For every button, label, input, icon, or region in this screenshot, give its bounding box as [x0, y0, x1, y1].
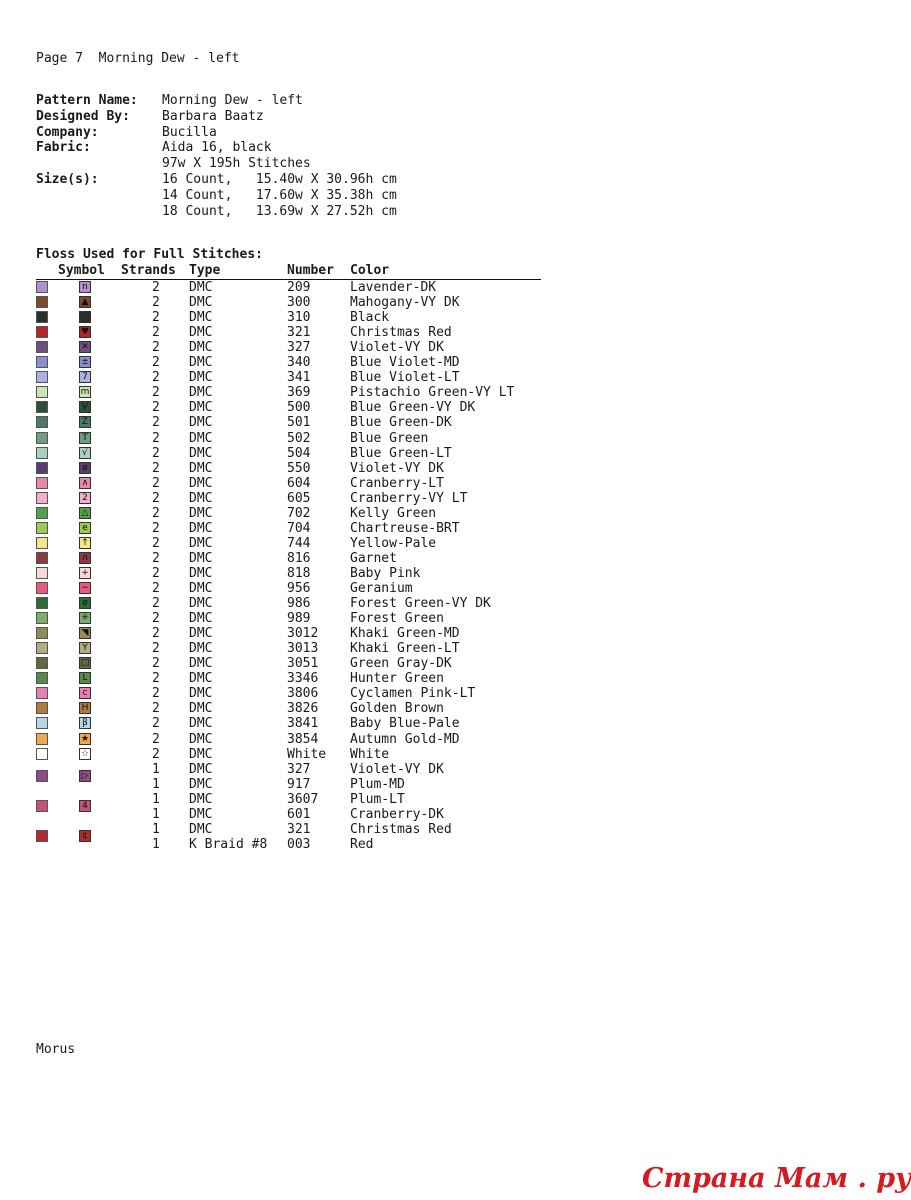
- info-value: 14 Count, 17.60w X 35.38h cm: [162, 187, 397, 203]
- color-name-cell: Green Gray-DK: [350, 656, 452, 672]
- number-cell: 321: [287, 821, 311, 837]
- type-cell: DMC: [189, 581, 213, 596]
- color-name-cell: Blue Green-VY DK: [350, 400, 476, 416]
- color-name-cell: Lavender-DK: [350, 280, 437, 295]
- info-label: Pattern Name:: [36, 93, 138, 108]
- color-name-cell: Baby Pink: [350, 565, 421, 581]
- strands-cell: 2: [152, 671, 160, 687]
- floss-row: [0, 762, 560, 777]
- number-cell: 704: [287, 520, 311, 536]
- stitch-symbol-icon: ♥: [80, 327, 90, 338]
- stitch-symbol-icon: ∩: [79, 552, 91, 564]
- stitch-symbol-icon: [79, 311, 91, 323]
- color-name-cell: Black: [350, 310, 390, 326]
- color-name-cell: Golden Brown: [350, 701, 444, 717]
- color-name-cell: Geranium: [350, 581, 413, 596]
- color-swatch: [36, 717, 48, 729]
- info-value: Aida 16, black: [162, 140, 272, 156]
- stitch-symbol-icon: ∧: [79, 477, 91, 489]
- type-cell: DMC: [189, 355, 213, 371]
- color-swatch: [36, 657, 48, 669]
- number-cell: 3607: [287, 791, 319, 807]
- col-type-header: Type: [189, 263, 221, 278]
- strands-cell: 1: [152, 791, 160, 807]
- strands-cell: 1: [152, 761, 160, 777]
- number-cell: 917: [287, 776, 311, 792]
- number-cell: 601: [287, 806, 311, 822]
- stitch-symbol-icon: T: [79, 432, 91, 444]
- strands-cell: 1: [152, 776, 160, 792]
- stitch-symbol-icon: △: [79, 507, 91, 519]
- color-name-cell: Cyclamen Pink-LT: [350, 686, 476, 702]
- type-cell: DMC: [189, 565, 213, 581]
- floss-row: [0, 822, 560, 837]
- color-swatch: [36, 687, 48, 699]
- type-cell: DMC: [189, 415, 213, 431]
- color-swatch: [36, 627, 48, 639]
- number-cell: 744: [287, 535, 311, 551]
- floss-row: [0, 807, 560, 822]
- color-name-cell: Kelly Green: [350, 505, 437, 521]
- number-cell: 3051: [287, 656, 319, 672]
- info-label: Size(s):: [36, 172, 99, 187]
- strands-cell: 2: [152, 460, 160, 476]
- color-name-cell: Violet-VY DK: [350, 460, 444, 476]
- type-cell: DMC: [189, 701, 213, 717]
- number-cell: 502: [287, 430, 311, 446]
- stitch-symbol-icon: ▲: [79, 296, 91, 308]
- color-swatch: [36, 477, 48, 489]
- strands-cell: 2: [152, 535, 160, 551]
- type-cell: DMC: [189, 611, 213, 627]
- strands-cell: 1: [152, 821, 160, 837]
- color-name-cell: Khaki Green-MD: [350, 626, 460, 642]
- floss-row: [0, 837, 560, 852]
- number-cell: 956: [287, 581, 311, 596]
- number-cell: 816: [287, 550, 311, 566]
- strands-cell: 2: [152, 370, 160, 386]
- strands-cell: 2: [152, 716, 160, 732]
- number-cell: 3012: [287, 626, 319, 642]
- color-swatch: [36, 642, 48, 654]
- number-cell: 818: [287, 565, 311, 581]
- color-swatch: [36, 447, 48, 459]
- stitch-symbol-icon: m: [80, 387, 90, 398]
- color-name-cell: Autumn Gold-MD: [350, 731, 460, 747]
- number-cell: 605: [287, 490, 311, 506]
- col-strands-header: Strands: [121, 263, 176, 278]
- color-name-cell: White: [350, 746, 390, 762]
- color-swatch: [36, 522, 48, 534]
- stitch-symbol-icon: 4: [79, 800, 91, 812]
- stitch-symbol-icon: V: [79, 401, 91, 413]
- strands-cell: 2: [152, 746, 160, 762]
- info-label: Company:: [36, 124, 99, 140]
- strands-cell: 2: [152, 340, 160, 356]
- col-color-header: Color: [350, 263, 390, 278]
- stitch-symbol-icon: ↑: [79, 537, 91, 549]
- number-cell: 003: [287, 836, 311, 852]
- type-cell: DMC: [189, 520, 213, 536]
- number-cell: 340: [287, 355, 311, 371]
- number-cell: 341: [287, 370, 311, 386]
- color-name-cell: Mahogany-VY DK: [350, 295, 460, 311]
- strands-cell: 2: [152, 686, 160, 702]
- stitch-symbol-icon: Z: [79, 416, 91, 428]
- type-cell: DMC: [189, 460, 213, 476]
- number-cell: 321: [287, 325, 311, 341]
- info-value: 97w X 195h Stitches: [162, 156, 311, 172]
- stitch-symbol-icon: ◥: [79, 627, 91, 639]
- info-value: Morning Dew - left: [162, 93, 303, 108]
- type-cell: DMC: [189, 445, 213, 461]
- stitch-symbol-icon: −: [79, 582, 91, 594]
- strands-cell: 2: [152, 550, 160, 566]
- strands-cell: 1: [152, 806, 160, 822]
- color-name-cell: Violet-VY DK: [350, 340, 444, 356]
- type-cell: DMC: [189, 385, 213, 401]
- strands-cell: 2: [152, 280, 160, 295]
- color-swatch: [36, 552, 48, 564]
- type-cell: DMC: [189, 671, 213, 687]
- type-cell: DMC: [189, 761, 213, 777]
- number-cell: 3346: [287, 671, 319, 687]
- info-label: Fabric:: [36, 140, 91, 156]
- number-cell: 501: [287, 415, 311, 431]
- stitch-symbol-icon: ¢: [79, 830, 91, 842]
- stitch-symbol-icon: 7: [79, 371, 91, 383]
- color-name-cell: Blue Green-LT: [350, 445, 452, 461]
- color-name-cell: Blue Green-DK: [350, 415, 452, 431]
- info-value: Bucilla: [162, 124, 217, 140]
- color-swatch: [36, 492, 48, 504]
- type-cell: DMC: [189, 310, 213, 326]
- type-cell: DMC: [189, 596, 213, 612]
- color-name-cell: Cranberry-VY LT: [350, 490, 468, 506]
- color-name-cell: Cranberry-LT: [350, 475, 444, 491]
- number-cell: 550: [287, 460, 311, 476]
- type-cell: DMC: [189, 280, 213, 295]
- color-name-cell: Blue Green: [350, 430, 429, 446]
- type-cell: DMC: [189, 746, 213, 762]
- number-cell: 310: [287, 310, 311, 326]
- stitch-symbol-icon: L: [79, 672, 91, 684]
- strands-cell: 2: [152, 400, 160, 416]
- strands-cell: 2: [152, 295, 160, 311]
- stitch-symbol-icon: ±: [79, 356, 91, 368]
- type-cell: DMC: [189, 535, 213, 551]
- number-cell: 327: [287, 340, 311, 356]
- number-cell: White: [287, 746, 327, 762]
- type-cell: DMC: [189, 656, 213, 672]
- stitch-symbol-icon: ✳: [79, 612, 91, 624]
- stitch-symbol-icon: √: [79, 447, 91, 459]
- strands-cell: 2: [152, 520, 160, 536]
- col-number-header: Number: [287, 263, 334, 278]
- stitch-symbol-icon: ✕: [79, 341, 91, 353]
- info-value: 18 Count, 13.69w X 27.52h cm: [162, 203, 397, 219]
- type-cell: DMC: [189, 490, 213, 506]
- strands-cell: 2: [152, 385, 160, 401]
- strands-cell: 2: [152, 565, 160, 581]
- type-cell: DMC: [189, 400, 213, 416]
- color-name-cell: Violet-VY DK: [350, 761, 444, 777]
- footer-signature: Morus: [36, 1042, 76, 1057]
- strands-cell: 2: [152, 475, 160, 491]
- number-cell: 604: [287, 475, 311, 491]
- color-swatch: [36, 597, 48, 609]
- color-swatch: [36, 748, 48, 760]
- stitch-symbol-icon: β: [79, 717, 91, 729]
- color-swatch: [36, 386, 48, 398]
- stitch-symbol-icon: H: [79, 702, 91, 714]
- color-swatch: [36, 612, 48, 624]
- floss-row: [0, 777, 560, 792]
- color-swatch: [36, 326, 48, 338]
- strands-cell: 2: [152, 731, 160, 747]
- stitch-symbol-icon: ☆: [80, 748, 90, 759]
- type-cell: DMC: [189, 641, 213, 657]
- color-name-cell: Forest Green-VY DK: [350, 596, 491, 612]
- color-swatch: [36, 432, 48, 444]
- type-cell: DMC: [189, 475, 213, 491]
- strands-cell: 2: [152, 355, 160, 371]
- color-name-cell: Blue Violet-LT: [350, 370, 460, 386]
- color-swatch: [36, 341, 48, 353]
- color-name-cell: Red: [350, 836, 374, 852]
- stitch-symbol-icon: Y: [79, 642, 91, 654]
- type-cell: DMC: [189, 430, 213, 446]
- color-swatch: [36, 296, 48, 308]
- strands-cell: 2: [152, 581, 160, 596]
- color-swatch: [36, 537, 48, 549]
- color-swatch: [36, 672, 48, 684]
- number-cell: 3013: [287, 641, 319, 657]
- number-cell: 3841: [287, 716, 319, 732]
- strands-cell: 2: [152, 611, 160, 627]
- color-name-cell: Blue Violet-MD: [350, 355, 460, 371]
- color-name-cell: Hunter Green: [350, 671, 444, 687]
- strands-cell: 2: [152, 430, 160, 446]
- floss-row: [0, 792, 560, 807]
- color-name-cell: Khaki Green-LT: [350, 641, 460, 657]
- number-cell: 3806: [287, 686, 319, 702]
- number-cell: 3826: [287, 701, 319, 717]
- type-cell: DMC: [189, 505, 213, 521]
- number-cell: 300: [287, 295, 311, 311]
- stitch-symbol-icon: ø: [79, 597, 91, 609]
- color-swatch: [36, 281, 48, 293]
- site-watermark: Страна Мам . ру: [642, 1163, 911, 1194]
- strands-cell: 2: [152, 325, 160, 341]
- color-swatch: [36, 733, 48, 745]
- type-cell: DMC: [189, 325, 213, 341]
- info-label: Designed By:: [36, 108, 130, 124]
- stitch-symbol-icon: ø: [79, 462, 91, 474]
- type-cell: K Braid #8: [189, 836, 268, 852]
- type-cell: DMC: [189, 626, 213, 642]
- type-cell: DMC: [189, 731, 213, 747]
- type-cell: DMC: [189, 340, 213, 356]
- color-name-cell: Plum-LT: [350, 791, 405, 807]
- color-name-cell: Pistachio Green-VY LT: [350, 385, 515, 401]
- color-swatch: [36, 416, 48, 428]
- strands-cell: 2: [152, 415, 160, 431]
- strands-cell: 2: [152, 626, 160, 642]
- stitch-symbol-icon: ▷: [79, 770, 91, 782]
- color-name-cell: Christmas Red: [350, 821, 452, 837]
- strands-cell: 2: [152, 656, 160, 672]
- type-cell: DMC: [189, 716, 213, 732]
- color-swatch: [36, 311, 48, 323]
- type-cell: DMC: [189, 806, 213, 822]
- strands-cell: 1: [152, 836, 160, 852]
- color-name-cell: Cranberry-DK: [350, 806, 444, 822]
- number-cell: 327: [287, 761, 311, 777]
- page-header: Page 7 Morning Dew - left: [36, 51, 240, 66]
- number-cell: 500: [287, 400, 311, 416]
- stitch-symbol-icon: ★: [80, 733, 90, 744]
- number-cell: 3854: [287, 731, 319, 747]
- type-cell: DMC: [189, 776, 213, 792]
- stitch-symbol-icon: n: [79, 281, 91, 293]
- color-name-cell: Forest Green: [350, 611, 444, 627]
- strands-cell: 2: [152, 701, 160, 717]
- stitch-symbol-icon: c: [79, 687, 91, 699]
- number-cell: 209: [287, 280, 311, 295]
- type-cell: DMC: [189, 550, 213, 566]
- type-cell: DMC: [189, 686, 213, 702]
- color-swatch: [36, 702, 48, 714]
- strands-cell: 2: [152, 641, 160, 657]
- number-cell: 986: [287, 596, 311, 612]
- color-swatch: [36, 567, 48, 579]
- type-cell: DMC: [189, 791, 213, 807]
- number-cell: 989: [287, 611, 311, 627]
- strands-cell: 2: [152, 490, 160, 506]
- color-swatch: [36, 582, 48, 594]
- type-cell: DMC: [189, 821, 213, 837]
- color-swatch: [36, 507, 48, 519]
- color-swatch: [36, 462, 48, 474]
- color-swatch: [36, 371, 48, 383]
- col-symbol-header: Symbol: [58, 263, 105, 278]
- strands-cell: 2: [152, 445, 160, 461]
- color-name-cell: Garnet: [350, 550, 397, 566]
- type-cell: DMC: [189, 370, 213, 386]
- color-name-cell: Baby Blue-Pale: [350, 716, 460, 732]
- stitch-symbol-icon: +: [79, 567, 91, 579]
- strands-cell: 2: [152, 310, 160, 326]
- number-cell: 369: [287, 385, 311, 401]
- number-cell: 504: [287, 445, 311, 461]
- color-name-cell: Yellow-Pale: [350, 535, 437, 551]
- color-swatch: [36, 356, 48, 368]
- floss-section-title: Floss Used for Full Stitches:: [36, 247, 263, 262]
- type-cell: DMC: [189, 295, 213, 311]
- strands-cell: 2: [152, 505, 160, 521]
- number-cell: 702: [287, 505, 311, 521]
- color-name-cell: Chartreuse-BRT: [350, 520, 460, 536]
- color-name-cell: Plum-MD: [350, 776, 405, 792]
- stitch-symbol-icon: e: [79, 522, 91, 534]
- stitch-symbol-icon: 2: [79, 492, 91, 504]
- info-value: 16 Count, 15.40w X 30.96h cm: [162, 172, 397, 187]
- strands-cell: 2: [152, 596, 160, 612]
- info-value: Barbara Baatz: [162, 108, 264, 124]
- color-swatch: [36, 401, 48, 413]
- color-name-cell: Christmas Red: [350, 325, 452, 341]
- stitch-symbol-icon: □: [80, 658, 90, 669]
